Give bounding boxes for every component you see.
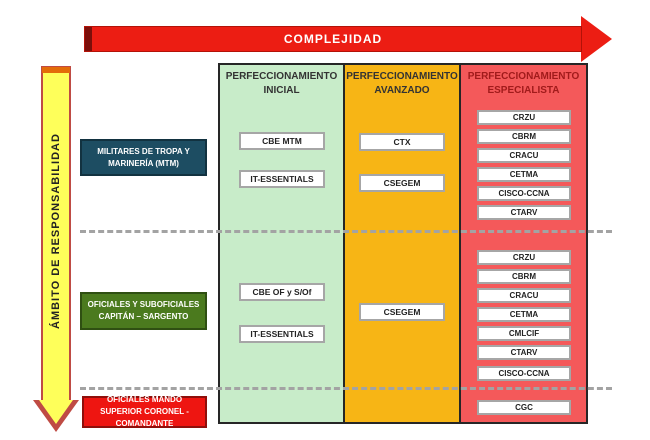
- course-box: CRZU: [477, 110, 571, 125]
- course-box: CETMA: [477, 167, 571, 182]
- course-box: CTARV: [477, 205, 571, 220]
- complexity-arrowhead-icon: [581, 16, 612, 62]
- column-perfeccionamiento-inicial: [220, 65, 343, 422]
- course-box: CTARV: [477, 345, 571, 360]
- course-box: CGC: [477, 400, 571, 415]
- course-box: IT-ESSENTIALS: [239, 170, 325, 188]
- column-header-especialista: PERFECCIONAMIENTO ESPECIALISTA: [467, 71, 580, 96]
- complexity-axis-label: COMPLEJIDAD: [283, 32, 383, 46]
- course-box: CSEGEM: [359, 174, 445, 192]
- course-box: CMLCIF: [477, 326, 571, 341]
- responsibility-arrow: [33, 66, 79, 432]
- course-box: CETMA: [477, 307, 571, 322]
- column-header-inicial: PERFECCIONAMIENTO INICIAL: [225, 71, 338, 96]
- course-box: CISCO-CCNA: [477, 366, 571, 381]
- row-label-mtm: MILITARES DE TROPA Y MARINERÍA (MTM): [80, 139, 207, 176]
- course-box: CRACU: [477, 148, 571, 163]
- column-perfeccionamiento-avanzado: [343, 65, 459, 422]
- column-header-avanzado: PERFECCIONAMIENTO AVANZADO: [346, 71, 458, 96]
- responsibility-arrowhead-fill: [39, 400, 73, 424]
- course-box: CBE MTM: [239, 132, 325, 150]
- course-box: CBE OF y S/Of: [239, 283, 325, 301]
- course-box: IT-ESSENTIALS: [239, 325, 325, 343]
- row-separator-oficiales-mando: [80, 387, 612, 390]
- course-box: CBRM: [477, 269, 571, 284]
- row-separator-mtm-oficiales: [80, 230, 612, 233]
- course-box: CTX: [359, 133, 445, 151]
- complexity-arrow-start: [85, 27, 92, 51]
- course-box: CSEGEM: [359, 303, 445, 321]
- complexity-arrow-body: [84, 26, 582, 52]
- row-label-mando-superior: OFICIALES MANDO SUPERIOR CORONEL - COMANDANTE: [82, 396, 207, 428]
- complexity-arrow: [84, 16, 612, 62]
- course-box: CRZU: [477, 250, 571, 265]
- responsibility-axis-label: ÁMBITO DE RESPONSABILIDAD: [50, 133, 62, 329]
- course-box: CRACU: [477, 288, 571, 303]
- row-label-oficiales: OFICIALES Y SUBOFICIALES CAPITÁN – SARGENTO: [80, 292, 207, 330]
- course-box: CBRM: [477, 129, 571, 144]
- course-box: CISCO-CCNA: [477, 186, 571, 201]
- course-matrix: [218, 63, 588, 424]
